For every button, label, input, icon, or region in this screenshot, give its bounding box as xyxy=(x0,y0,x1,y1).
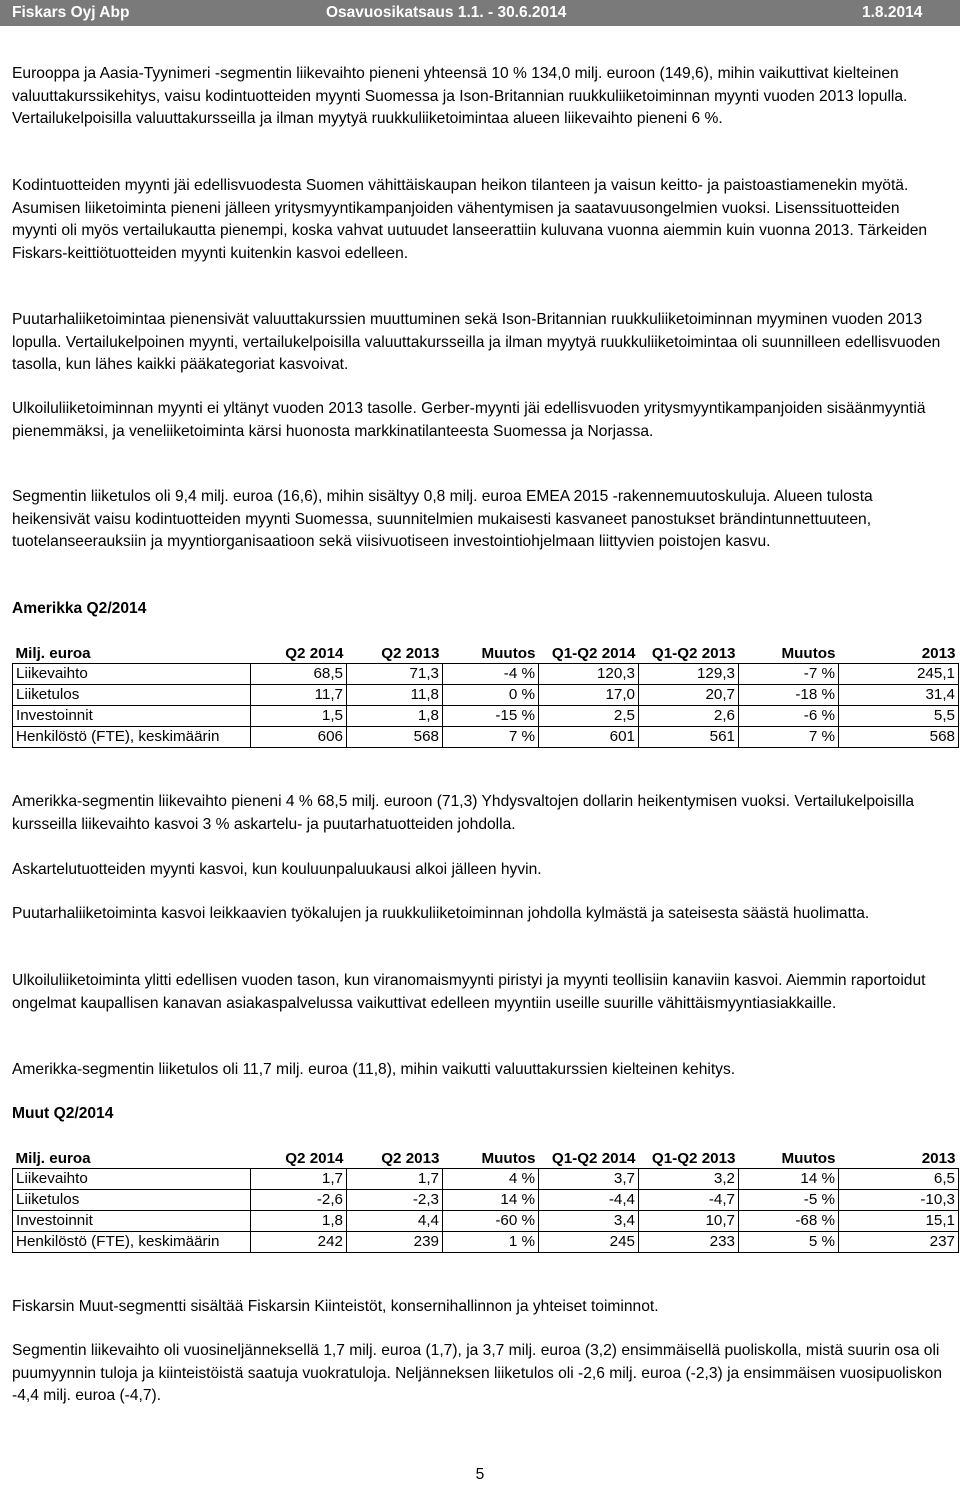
table-cell: 1 % xyxy=(443,1232,539,1253)
table-cell: 10,7 xyxy=(639,1211,739,1232)
column-header: Muutos xyxy=(739,644,839,664)
paragraph-emea-sales: Eurooppa ja Aasia-Tyynimeri -segmentin liikevaihto pieneni yhteensä 10 % 134,0 milj. euroon (149,6), mihin vaikuttivat kielteinen valuuttakurssikehitys, vaisu kodintuotteiden myynti Suomessa ja Ison-Britannian ruukkuliiketoiminnan myynti vuoden 2013 lopulla. Vertailukelpoisilla valuuttakursseilla ja ilman myytyä ruukkuliiketoimintaa alueen liikevaihto pieneni 6 %. xyxy=(12,65,908,127)
table-cell: 15,1 xyxy=(839,1211,959,1232)
table-cell: 245 xyxy=(539,1232,639,1253)
table-cell: 11,8 xyxy=(347,685,443,706)
column-header: Q1-Q2 2014 xyxy=(539,644,639,664)
table-cell: -6 % xyxy=(739,706,839,727)
table-cell: Investoinnit xyxy=(13,706,251,727)
table-cell: 17,0 xyxy=(539,685,639,706)
paragraph-amerikka-result: Amerikka-segmentin liiketulos oli 11,7 milj. euroa (11,8), mihin vaikutti valuuttakurssien kielteinen kehitys. xyxy=(12,1061,736,1078)
table-cell: 233 xyxy=(639,1232,739,1253)
table-row xyxy=(13,1169,959,1190)
table-cell: Liiketulos xyxy=(13,685,251,706)
table-cell: Liiketulos xyxy=(13,1190,251,1211)
table-cell: 239 xyxy=(347,1232,443,1253)
header-date: 1.8.2014 xyxy=(862,4,923,21)
table-cell: 237 xyxy=(839,1232,959,1253)
table-cell: -7 % xyxy=(739,664,839,685)
table-cell: -4,4 xyxy=(539,1190,639,1211)
table-row xyxy=(13,685,959,706)
table-cell: -10,3 xyxy=(839,1190,959,1211)
table-cell: 31,4 xyxy=(839,685,959,706)
table-cell: 2,5 xyxy=(539,706,639,727)
table-cell: -68 % xyxy=(739,1211,839,1232)
column-header: 2013 xyxy=(839,1149,959,1169)
column-header: Q1-Q2 2014 xyxy=(539,1149,639,1169)
header-report-title: Osavuosikatsaus 1.1. - 30.6.2014 xyxy=(326,4,567,21)
table-cell: 11,7 xyxy=(251,685,347,706)
paragraph-muut-description: Fiskarsin Muut-segmentti sisältää Fiskarsin Kiinteistöt, konsernihallinnon ja yhteiset toiminnot. xyxy=(12,1298,659,1315)
table-cell: -5 % xyxy=(739,1190,839,1211)
column-header: Muutos xyxy=(739,1149,839,1169)
table-cell: 568 xyxy=(347,727,443,748)
paragraph-garden: Puutarhaliiketoimintaa pienensivät valuuttakurssien muuttuminen sekä Ison-Britannian ruukkuliiketoiminnan myyminen vuoden 2013 lopulla. Vertailukelpoinen myynti, vertailukelpoisilla valuuttakursseilla ja ilman myytyä ruukkuliiketoimintaa oli suunnilleen edellisvuoden tasolla, kun lähes kaikki pääkategoriat kasvoivat. xyxy=(12,311,941,373)
table-cell: 2,6 xyxy=(639,706,739,727)
table-cell: 5,5 xyxy=(839,706,959,727)
paragraph-home-products: Kodintuotteiden myynti jäi edellisvuodesta Suomen vähittäiskaupan heikon tilanteen ja vaisun keitto- ja paistoastiamenekin myötä. Asumisen liiketoiminta pieneni jälleen yritysmyyntikampanjoiden vähentymisen ja saatavuusongelmien vuoksi. Lisenssituotteiden myynti oli myös vertailukautta pienempi, koska vahvat uutuudet lanseerattiin kuluvana vuonna aiemmin kuin vuonna 2013. Tärkeiden Fiskars-keittiötuotteiden myynti kuitenkin kasvoi edelleen. xyxy=(12,177,928,262)
table-row xyxy=(13,706,959,727)
table-row xyxy=(13,727,959,748)
table-cell: Henkilöstö (FTE), keskimäärin xyxy=(13,727,251,748)
table-cell: 14 % xyxy=(443,1190,539,1211)
table-cell: 1,8 xyxy=(347,706,443,727)
column-header: Muutos xyxy=(443,644,539,664)
table-cell: Liikevaihto xyxy=(13,664,251,685)
column-header: Milj. euroa xyxy=(13,1149,251,1169)
column-header: Q1-Q2 2013 xyxy=(639,1149,739,1169)
table-cell: 3,2 xyxy=(639,1169,739,1190)
column-header: Q1-Q2 2013 xyxy=(639,644,739,664)
table-cell: 5 % xyxy=(739,1232,839,1253)
paragraph-amerikka-outdoor: Ulkoiluliiketoiminta ylitti edellisen vuoden tason, kun viranomaismyynti piristyi ja myynti teollisiin kanaviin kasvoi. Aiemmin raportoidut ongelmat kaupallisen kanavan asiakaspalvelussa vaikuttivat edelleen myyntiin useille suurille vähittäismyyntiasiakkaille. xyxy=(12,972,926,1012)
table-cell: -2,3 xyxy=(347,1190,443,1211)
table-cell: 606 xyxy=(251,727,347,748)
section-title-muut: Muut Q2/2014 xyxy=(12,1105,114,1122)
column-header: Q2 2013 xyxy=(347,1149,443,1169)
table-cell: 14 % xyxy=(739,1169,839,1190)
column-header: Q2 2014 xyxy=(251,644,347,664)
table-row xyxy=(13,1232,959,1253)
table-row xyxy=(13,664,959,685)
table-cell: -2,6 xyxy=(251,1190,347,1211)
column-header: Muutos xyxy=(443,1149,539,1169)
table-cell: 242 xyxy=(251,1232,347,1253)
table-cell: 7 % xyxy=(443,727,539,748)
table-header-row xyxy=(13,1149,959,1169)
paragraph-muut-result: Segmentin liikevaihto oli vuosineljänneksellä 1,7 milj. euroa (1,7), ja 3,7 milj. euroa (3,2) ensimmäisellä puoliskolla, mistä suurin osa oli puumyynnin tuloja ja kiinteistöistä saatuja vuokratuloja. Neljänneksen liiketulos oli -2,6 milj. euroa (-2,3) ja ensimmäisen vuosipuoliskon -4,4 milj. euroa (-4,7). xyxy=(12,1342,943,1404)
column-header: 2013 xyxy=(839,644,959,664)
muut-table xyxy=(12,1149,959,1253)
header-company: Fiskars Oyj Abp xyxy=(12,4,130,21)
table-cell: Investoinnit xyxy=(13,1211,251,1232)
table-header-row xyxy=(13,644,959,664)
paragraph-amerikka-sales: Amerikka-segmentin liikevaihto pieneni 4 % 68,5 milj. euroon (71,3) Yhdysvaltojen dollarin heikentymisen vuoksi. Vertailukelpoisilla kursseilla liikevaihto kasvoi 3 % askartelu- ja puutarhatuotteiden johdolla. xyxy=(12,793,915,833)
paragraph-amerikka-garden: Puutarhaliiketoiminta kasvoi leikkaavien työkalujen ja ruukkuliiketoiminnan johdolla kylmästä ja sateisesta säästä huolimatta. xyxy=(12,905,870,922)
table-cell: 3,4 xyxy=(539,1211,639,1232)
table-cell: 4,4 xyxy=(347,1211,443,1232)
table-cell: 4 % xyxy=(443,1169,539,1190)
table-row xyxy=(13,1211,959,1232)
table-cell: -4,7 xyxy=(639,1190,739,1211)
table-cell: 568 xyxy=(839,727,959,748)
table-cell: -4 % xyxy=(443,664,539,685)
table-cell: -60 % xyxy=(443,1211,539,1232)
column-header: Q2 2013 xyxy=(347,644,443,664)
column-header: Q2 2014 xyxy=(251,1149,347,1169)
table-cell: 1,7 xyxy=(347,1169,443,1190)
table-cell: 20,7 xyxy=(639,685,739,706)
table-cell: 71,3 xyxy=(347,664,443,685)
paragraph-outdoor: Ulkoiluliiketoiminnan myynti ei yltänyt vuoden 2013 tasolle. Gerber-myynti jäi edellisvuoden yritysmyyntikampanjoiden sisäänmyyntiä pienemmäksi, ja veneliiketoiminta kärsi huonosta markkinatilanteesta Suomessa ja Norjassa. xyxy=(12,400,926,440)
page-header xyxy=(0,0,960,26)
table-cell: 245,1 xyxy=(839,664,959,685)
table-cell: 0 % xyxy=(443,685,539,706)
page-number: 5 xyxy=(475,1466,485,1483)
table-cell: 3,7 xyxy=(539,1169,639,1190)
section-title-amerikka: Amerikka Q2/2014 xyxy=(12,600,147,617)
paragraph-segment-result: Segmentin liiketulos oli 9,4 milj. euroa (16,6), mihin sisältyy 0,8 milj. euroa EMEA 2015 -rakennemuutoskuluja. Alueen tulosta heikensivät vaisu kodintuotteiden myynti Suomessa, suunnitelmien mukaisesti kasvaneet panostukset brändintunnettuuteen, tuotelanseerauksiin ja myyntiorganisaatioon sekä viisivuotiseen investointiohjelmaan liittyvien poistojen kasvu. xyxy=(12,488,873,550)
table-cell: 601 xyxy=(539,727,639,748)
table-cell: 129,3 xyxy=(639,664,739,685)
table-cell: 68,5 xyxy=(251,664,347,685)
table-cell: 1,7 xyxy=(251,1169,347,1190)
column-header: Milj. euroa xyxy=(13,644,251,664)
table-cell: 1,5 xyxy=(251,706,347,727)
table-cell: -15 % xyxy=(443,706,539,727)
table-cell: Liikevaihto xyxy=(13,1169,251,1190)
table-cell: -18 % xyxy=(739,685,839,706)
table-row xyxy=(13,1190,959,1211)
table-cell: 120,3 xyxy=(539,664,639,685)
amerikka-table xyxy=(12,644,959,748)
table-cell: Henkilöstö (FTE), keskimäärin xyxy=(13,1232,251,1253)
table-cell: 6,5 xyxy=(839,1169,959,1190)
table-cell: 561 xyxy=(639,727,739,748)
table-cell: 1,8 xyxy=(251,1211,347,1232)
paragraph-amerikka-crafts: Askartelutuotteiden myynti kasvoi, kun kouluunpaluukausi alkoi jälleen hyvin. xyxy=(12,861,542,878)
table-cell: 7 % xyxy=(739,727,839,748)
